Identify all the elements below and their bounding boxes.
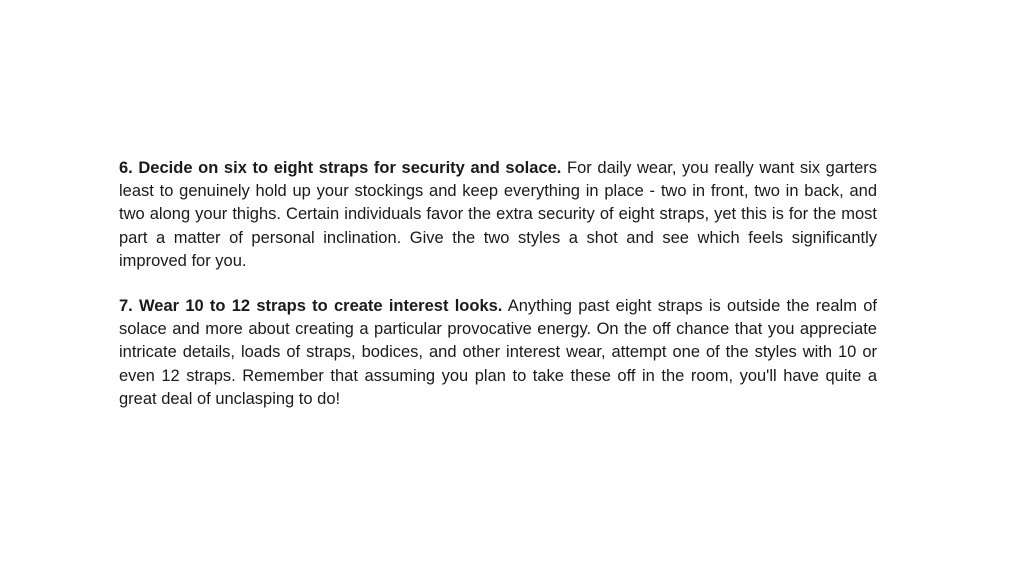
paragraph-7-heading: 7. Wear 10 to 12 straps to create interest looks. [119,297,503,316]
paragraph-7 [119,295,877,411]
paragraph-6 [119,157,877,273]
slide-text-body [119,157,877,433]
paragraph-7-body: Anything past eight straps is outside the realm of solace and more about creating a particular provocative energy. On the off chance that you appreciate intricate details, loads of straps, bodices, and other interest wear, attempt one of the styles with 10 or even 12 straps. Remember that assuming you plan to take these off in the room, you'll have quite a great deal of unclasping to do! [119,297,877,408]
paragraph-6-heading: 6. Decide on six to eight straps for security and solace. [119,159,562,177]
paragraph-6-body: For daily wear, you really want six garters least to genuinely hold up your stockings and keep everything in place - two in front, two in back, and two along your thighs. Certain individuals favor the extra security of eight straps, yet this is for the most part a matter of personal inclination. Give the two styles a shot and see which feels significantly improved for you. [119,159,877,270]
